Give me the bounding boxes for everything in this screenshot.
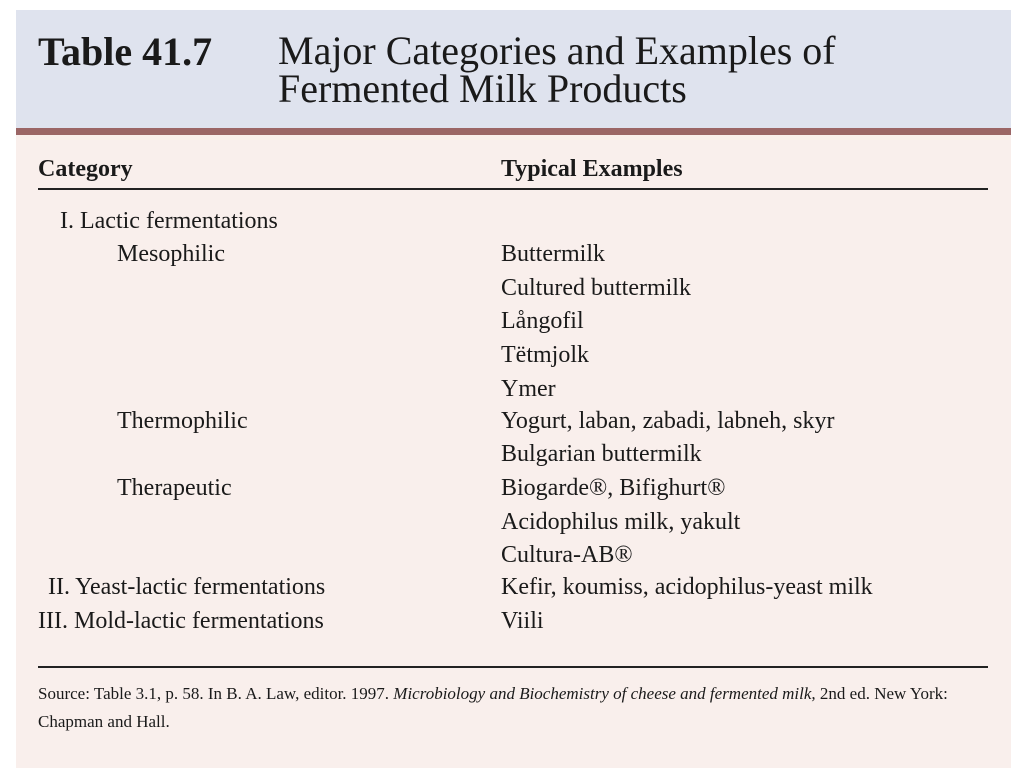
example-item: Tëtmjolk [501,342,589,368]
example-item: Acidophilus milk, yakult [501,509,741,535]
source-suffix: 2nd ed. New York: Chapman and Hall. [38,684,948,731]
column-header-category: Category [38,156,133,182]
category-mold-lactic: III. Mold-lactic fermentations [38,608,324,634]
category-lactic: I. Lactic fermentations [60,208,278,234]
table-number: Table 41.7 [38,29,213,74]
example-item: Långofil [501,308,584,334]
example-item: Biogarde®, Bifighurt® [501,475,726,501]
source-book-title: Microbiology and Biochemistry of cheese and fermented milk, [393,684,816,703]
source-note [38,680,988,736]
example-item: Yogurt, laban, zabadi, labneh, skyr [501,408,835,434]
footer-rule [38,666,988,668]
header-divider [16,128,1011,135]
header-underline [38,188,988,190]
table-page [16,10,1011,768]
source-prefix: Source: Table 3.1, p. 58. In B. A. Law, editor. 1997. [38,684,394,703]
table-title: Major Categories and Examples of Fermented Milk Products [278,28,836,111]
example-item: Buttermilk [501,241,605,267]
column-header-examples: Typical Examples [501,156,683,182]
example-item: Kefir, koumiss, acidophilus-yeast milk [501,574,873,600]
category-yeast-lactic: II. Yeast-lactic fermentations [48,574,326,600]
example-item: Cultured buttermilk [501,275,691,301]
category-thermophilic: Thermophilic [117,408,248,434]
example-item: Cultura-AB® [501,542,633,568]
example-item: Viili [501,608,544,634]
table-header [16,10,1011,128]
category-mesophilic: Mesophilic [117,241,225,267]
example-item: Bulgarian buttermilk [501,441,702,467]
example-item: Ymer [501,376,556,402]
category-therapeutic: Therapeutic [117,475,232,501]
